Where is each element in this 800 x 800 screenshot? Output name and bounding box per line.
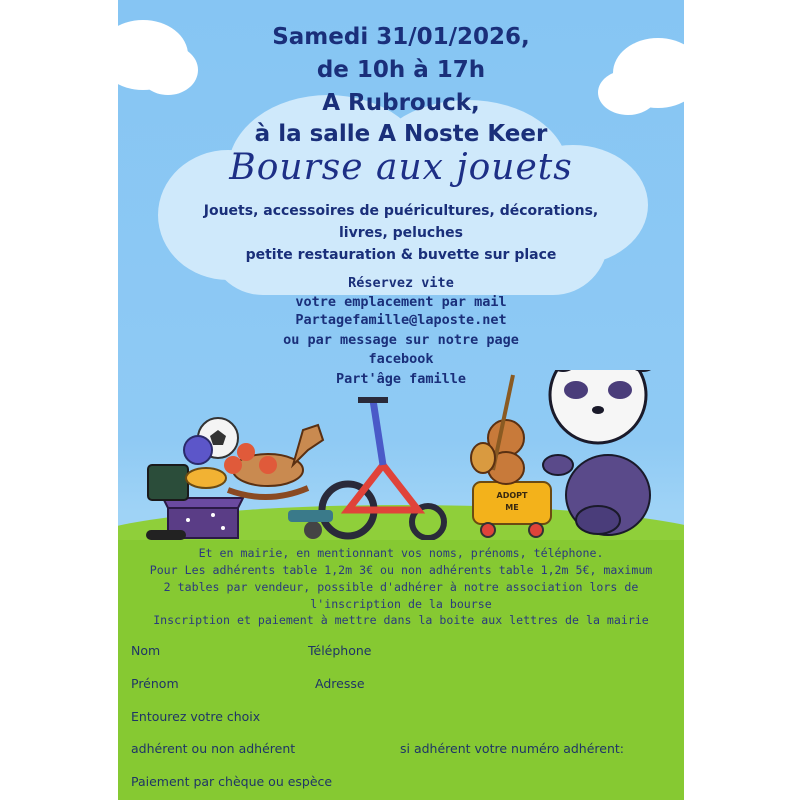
reserve-line-5: facebook <box>368 351 434 367</box>
page-title: Bourse aux jouets <box>229 147 573 188</box>
form-entourez-label: Entourez votre choix <box>131 709 261 724</box>
date-line: Samedi 31/01/2026, <box>272 24 530 50</box>
info-line-4: l'inscription de la bourse <box>310 597 492 611</box>
facebook-page-name: Part'âge famille <box>335 371 467 387</box>
email-link[interactable]: Partagefamille@laposte.net <box>295 312 507 328</box>
items-line-1: Jouets, accessoires de puéricultures, décorations, <box>203 203 599 219</box>
panda-illustration <box>543 370 659 535</box>
form-numero-adherent-label: si adhérent votre numéro adhérent: <box>400 741 624 756</box>
info-line-1: Et en mairie, en mentionnant vos noms, prénoms, téléphone. <box>198 546 604 560</box>
tricycle-illustration <box>288 400 444 539</box>
form-nom-label: Nom <box>131 643 161 658</box>
venue-line: à la salle A Noste Keer <box>254 121 548 147</box>
reserve-line-2: votre emplacement par mail <box>295 294 507 310</box>
form-prenom-label: Prénom <box>131 676 179 691</box>
form-adresse-label: Adresse <box>315 676 365 691</box>
info-line-3: 2 tables par vendeur, possible d'adhérer à notre association lors de <box>163 580 639 594</box>
adopt-me-cart-illustration <box>471 375 551 537</box>
form-adherent-choice: adhérent ou non adhérent <box>131 741 296 756</box>
poster <box>118 0 684 800</box>
reserve-line-1: Réservez vite <box>348 275 454 291</box>
cart-label-2: ME <box>505 503 519 512</box>
form-paiement-label: Paiement par chèque ou espèce <box>131 774 333 789</box>
items-line-3: petite restauration & buvette sur place <box>245 247 557 263</box>
info-line-2: Pour Les adhérents table 1,2m 3€ ou non adhérents table 1,2m 5€, maximum <box>149 563 653 577</box>
toy-box-illustration <box>146 418 243 540</box>
cart-label-1: ADOPT <box>496 491 528 500</box>
info-line-5: Inscription et paiement à mettre dans la boite aux lettres de la mairie <box>153 613 649 627</box>
form-telephone-label: Téléphone <box>308 643 372 658</box>
toys-illustration <box>118 370 684 540</box>
town-line: A Rubrouck, <box>322 90 480 116</box>
reserve-line-4: ou par message sur notre page <box>283 332 519 348</box>
items-line-2: livres, peluches <box>338 225 464 241</box>
hours-line: de 10h à 17h <box>316 57 486 83</box>
